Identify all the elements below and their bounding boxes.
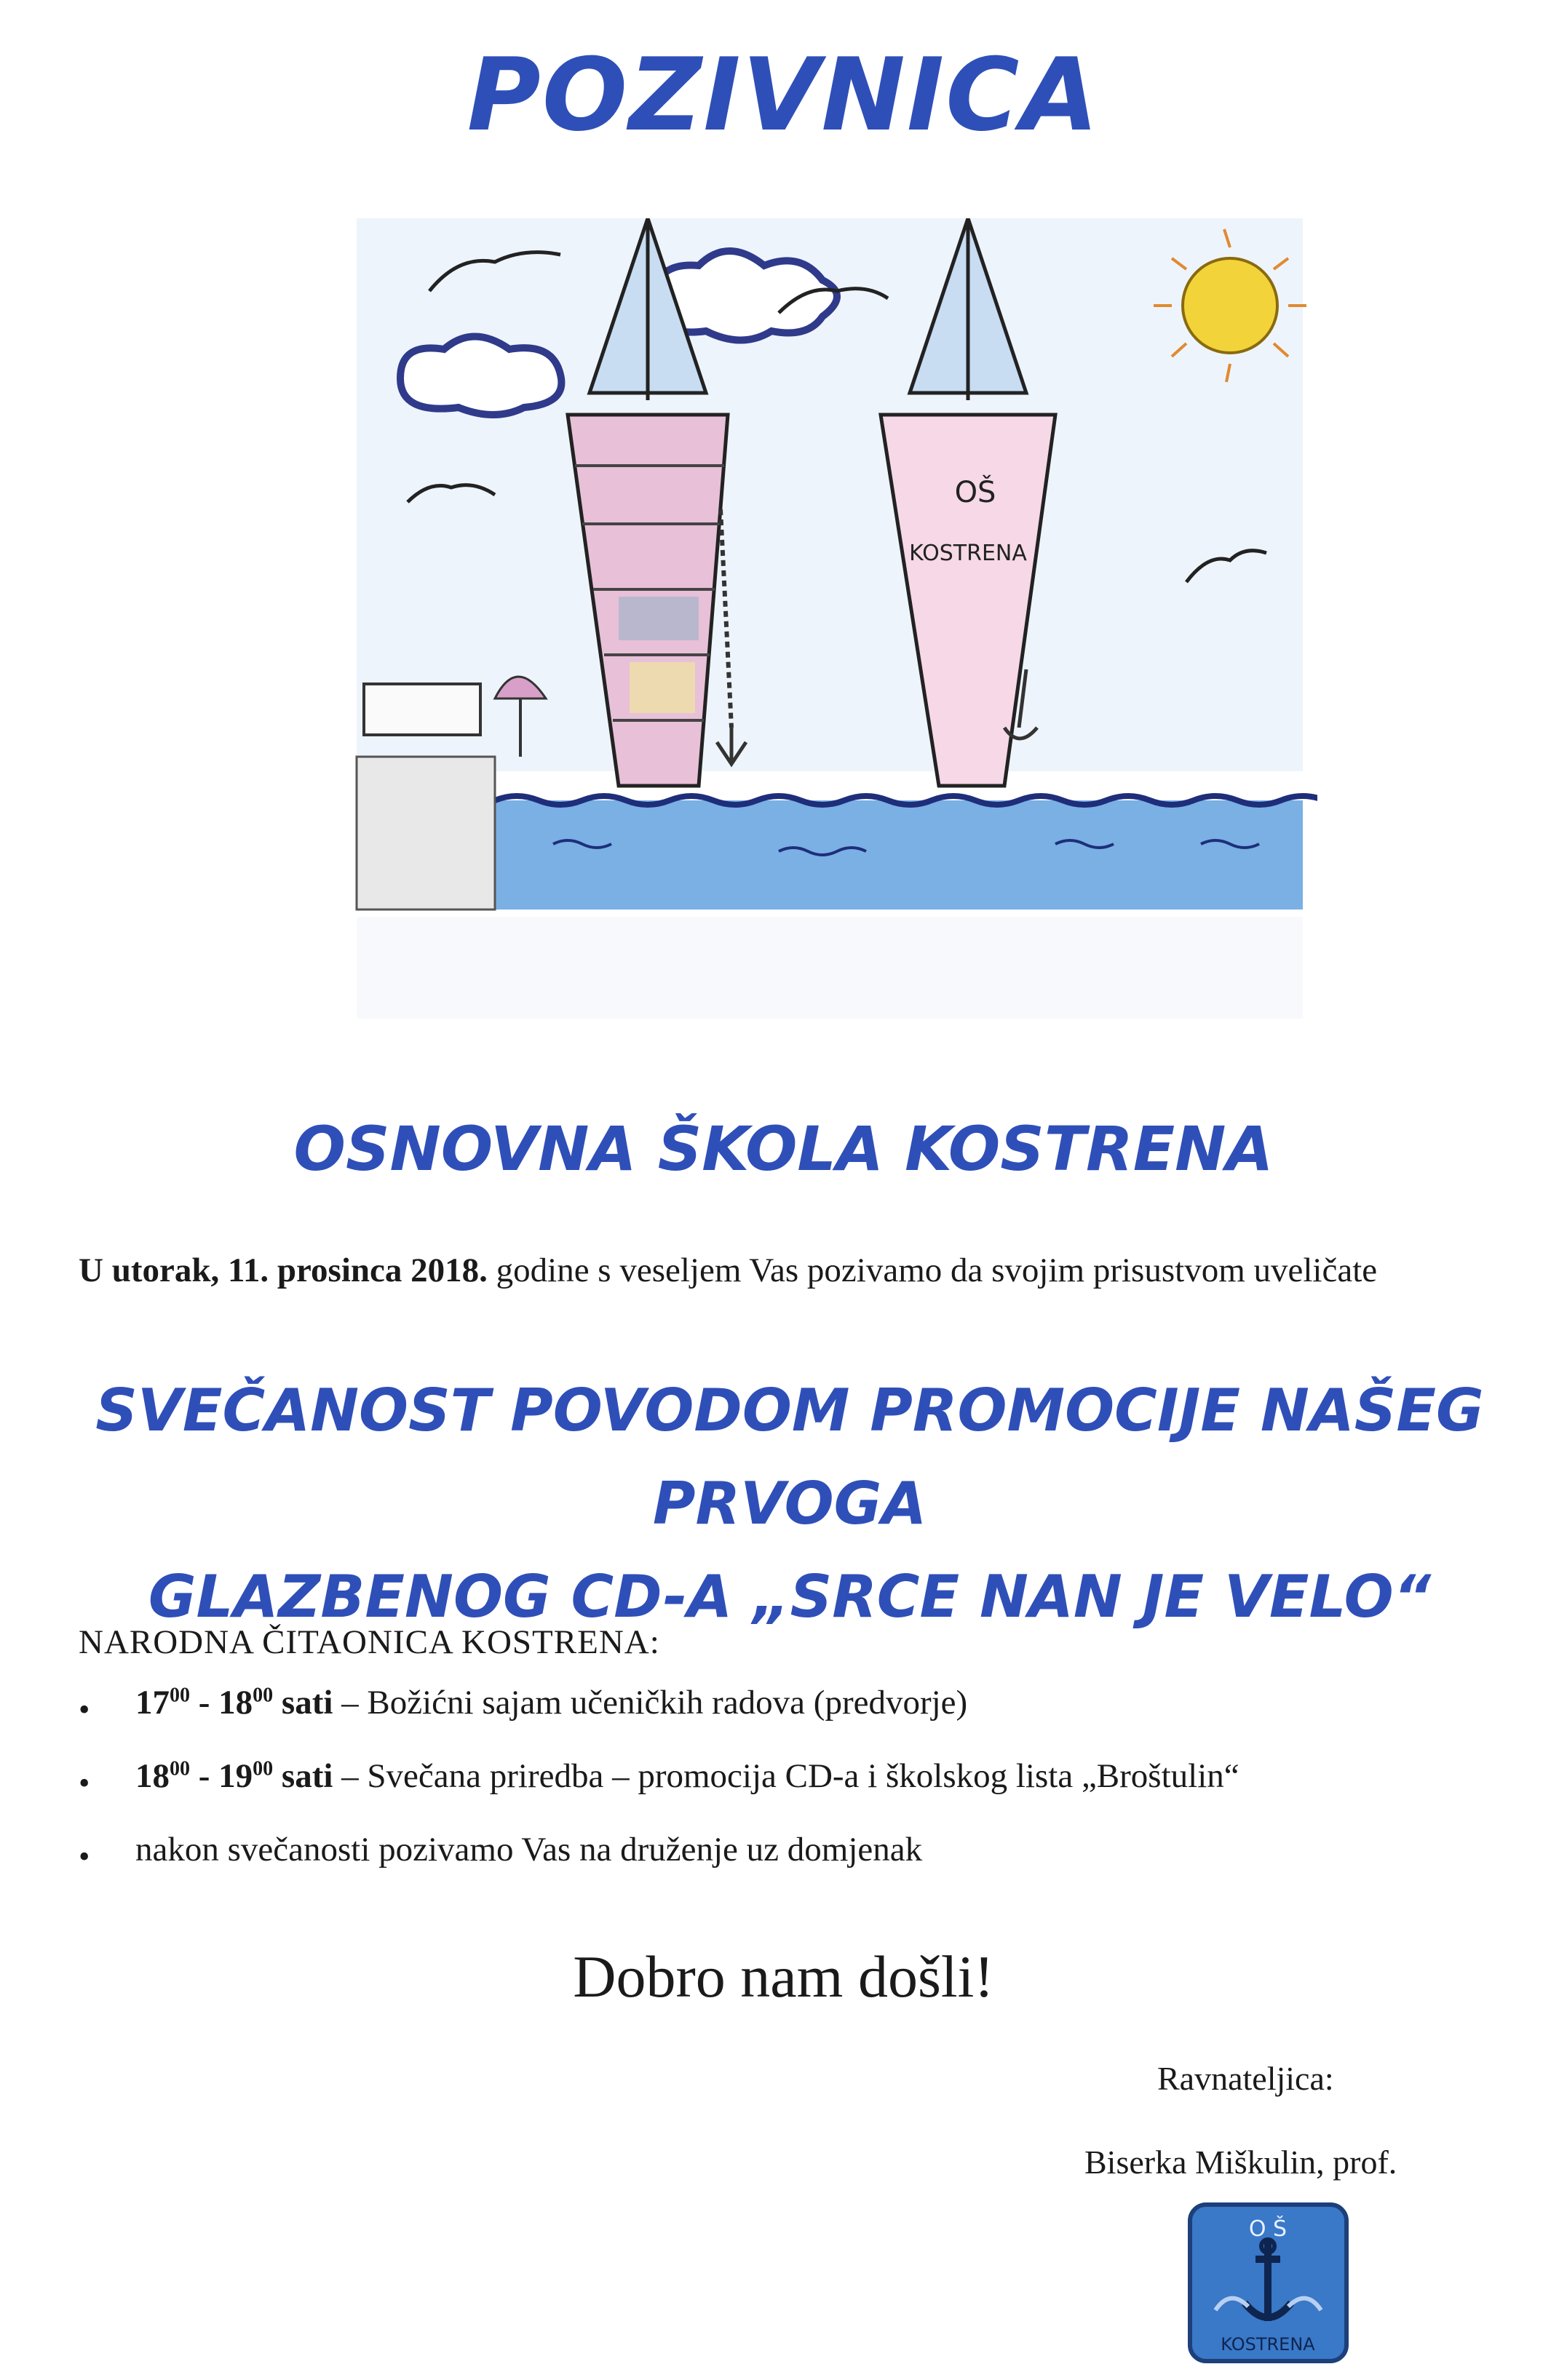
bullet-icon: • (79, 1839, 90, 1874)
intro-date: U utorak, 11. prosinca 2018. (79, 1251, 488, 1289)
kiosk (364, 684, 480, 735)
pier (357, 757, 495, 910)
signature-name: Biserka Miškulin, prof. (1084, 2144, 1397, 2181)
venue-heading: NARODNA ČITAONICA KOSTRENA: (79, 1623, 660, 1661)
sea (495, 800, 1303, 910)
signature-role: Ravnateljica: (1157, 2060, 1334, 2097)
schedule-list (79, 1681, 1498, 1901)
ships-drawing (342, 218, 1317, 1019)
schedule-item: • nakon svečanosti pozivamo Vas na druženje uz domjenak (79, 1828, 1498, 1901)
event-headline (87, 1364, 1492, 1644)
bullet-icon: • (79, 1765, 90, 1801)
svg-text:KOSTRENA: KOSTRENA (909, 541, 1027, 566)
svg-text:OŠ: OŠ (954, 476, 996, 509)
reflection (357, 917, 1303, 1019)
schedule-item: • $18^{00} - 19^{00}$ sati – Svečana priredba – promocija CD-a i školskog lista „Broštulin“ (79, 1754, 1498, 1828)
schedule-item: • $17^{00} - 18^{00}$ sati – Božićni sajam učeničkih radova (predvorje) (79, 1681, 1498, 1754)
intro-text: godine s veseljem Vas pozivamo da svojim prisustvom uveličate (487, 1251, 1378, 1289)
welcome-text: Dobro nam došli! (573, 1943, 994, 2010)
svg-text:O Š: O Š (1248, 2216, 1288, 2242)
headline-line-1: SVEČANOST POVODOM PROMOCIJE NAŠEG PRVOGA (95, 1377, 1484, 1537)
intro-paragraph (79, 1248, 1498, 1293)
school-logo-icon (1186, 2201, 1350, 2365)
school-name: OSNOVNA ŠKOLA KOSTRENA (293, 1113, 1274, 1185)
bullet-icon: • (79, 1692, 90, 1727)
headline-line-2: GLAZBENOG CD-A „SRCE NAN JE VELO“ (148, 1563, 1432, 1631)
page-title: POZIVNICA (467, 36, 1100, 154)
svg-text:KOSTRENA: KOSTRENA (1221, 2334, 1315, 2355)
